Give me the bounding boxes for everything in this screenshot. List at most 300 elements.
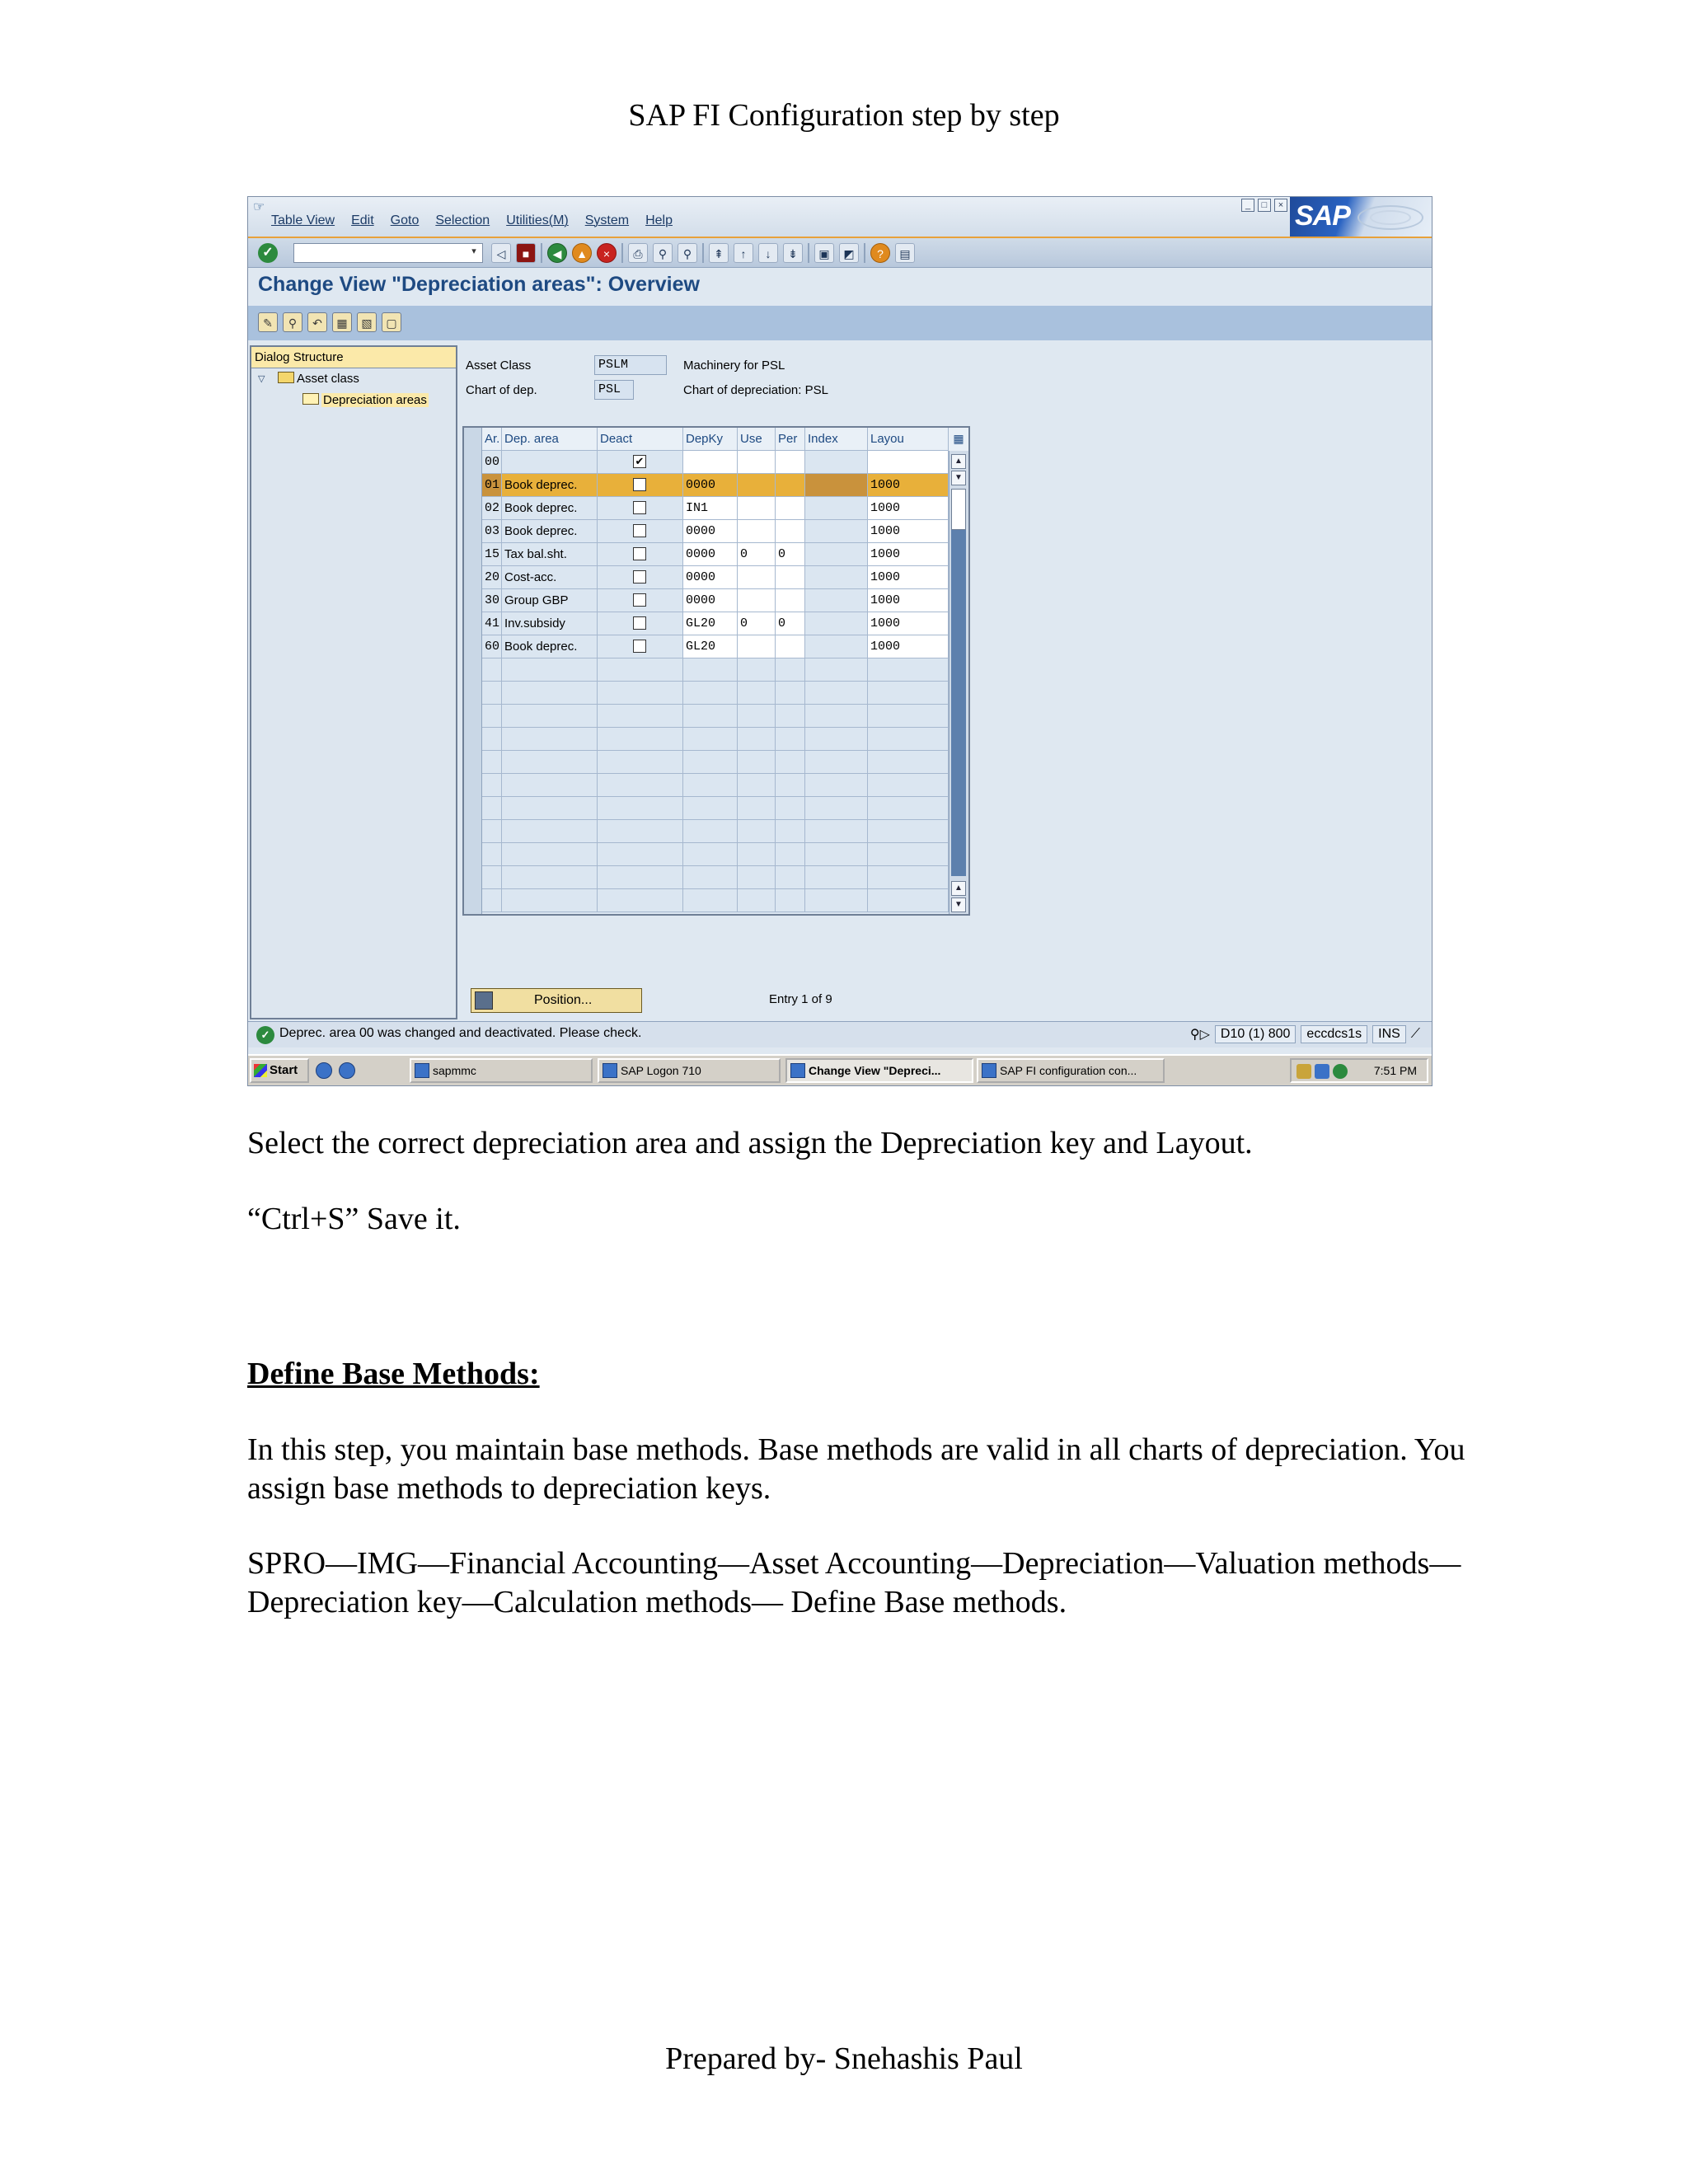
dep-area-column-cell xyxy=(502,889,598,912)
ar-column-cell xyxy=(482,705,502,728)
dep-area-column-value: Book deprec. xyxy=(504,640,578,654)
deact-column-cell[interactable] xyxy=(598,520,683,543)
deactivate-checkbox[interactable] xyxy=(633,478,646,491)
table-row[interactable] xyxy=(464,497,949,520)
deactivate-checkbox[interactable] xyxy=(633,524,646,537)
deact-column-cell[interactable] xyxy=(598,589,683,612)
depky-column-value: 0000 xyxy=(686,524,716,538)
depky-column-header[interactable]: DepKy xyxy=(683,428,738,451)
depky-column-value: 0000 xyxy=(686,478,716,492)
use-column-cell[interactable] xyxy=(738,589,776,612)
depky-column-value: 0000 xyxy=(686,593,716,607)
exit-icon[interactable]: ▲ xyxy=(572,243,592,263)
ar-column-value: 41 xyxy=(485,616,500,630)
tree-item-depreciation-areas[interactable] xyxy=(251,390,456,411)
table-row[interactable] xyxy=(464,474,949,497)
use-column-cell[interactable] xyxy=(738,520,776,543)
table-row[interactable] xyxy=(464,566,949,589)
layout-column-cell[interactable] xyxy=(868,451,949,474)
status-bar xyxy=(248,1021,1432,1047)
ar-column-value: 30 xyxy=(485,593,500,607)
page-footer: Prepared by- Snehashis Paul xyxy=(665,2041,1023,2076)
index-column-cell xyxy=(805,866,868,889)
start-button[interactable] xyxy=(250,1058,309,1083)
ar-column-cell xyxy=(482,520,502,543)
index-column-cell[interactable] xyxy=(805,612,868,635)
start-label: Start xyxy=(270,1063,298,1077)
column-settings-icon[interactable]: ▦ xyxy=(949,428,968,451)
per-column-cell xyxy=(776,866,805,889)
ar-column-cell xyxy=(482,658,502,682)
status-icon[interactable] xyxy=(1333,1064,1348,1079)
shortcut-icon[interactable]: ◩ xyxy=(839,243,859,263)
layout-column-cell xyxy=(868,728,949,751)
layout-column-cell xyxy=(868,682,949,705)
toolbar-separator xyxy=(702,243,704,263)
chart-of-dep-description: Chart of depreciation: PSL xyxy=(683,383,828,397)
dep-area-column-cell xyxy=(502,866,598,889)
table-row[interactable] xyxy=(464,612,949,635)
toolbar-separator xyxy=(864,243,865,263)
desktop-icon[interactable] xyxy=(316,1062,332,1079)
cancel-icon[interactable]: × xyxy=(597,243,617,263)
command-field[interactable] xyxy=(293,243,483,263)
task-label: sapmmc xyxy=(433,1064,476,1077)
use-column-cell[interactable] xyxy=(738,451,776,474)
empty-table-row[interactable] xyxy=(464,866,949,889)
deact-column-cell xyxy=(598,682,683,705)
per-column-cell[interactable] xyxy=(776,451,805,474)
dep-area-column-cell[interactable] xyxy=(502,474,598,497)
ar-column-cell xyxy=(482,612,502,635)
layout-column-cell xyxy=(868,774,949,797)
layout-column-cell[interactable] xyxy=(868,635,949,658)
deact-column-cell[interactable] xyxy=(598,635,683,658)
input-mode[interactable]: INS xyxy=(1372,1025,1406,1043)
per-column-cell xyxy=(776,658,805,682)
find-next-icon[interactable]: ⚲ xyxy=(678,243,697,263)
per-column-cell[interactable] xyxy=(776,543,805,566)
save-icon[interactable]: ■ xyxy=(516,243,536,263)
window-controls xyxy=(1241,199,1287,212)
dep-area-column-cell xyxy=(502,774,598,797)
dep-area-column-cell[interactable] xyxy=(502,520,598,543)
layout-column-cell xyxy=(868,658,949,682)
index-column-header[interactable]: Index xyxy=(805,428,868,451)
ar-column-cell xyxy=(482,866,502,889)
depky-column-cell xyxy=(683,682,738,705)
layout-column-cell[interactable] xyxy=(868,474,949,497)
depky-column-value: GL20 xyxy=(686,616,716,630)
application-toolbar xyxy=(248,306,1432,340)
new-session-icon[interactable]: ▣ xyxy=(814,243,834,263)
menu-item-system[interactable]: System xyxy=(584,213,630,227)
dep-area-column-cell[interactable] xyxy=(502,543,598,566)
entry-counter: Entry 1 of 9 xyxy=(769,992,832,1006)
task-label: Change View "Depreci... xyxy=(809,1064,941,1077)
deactivate-checkbox[interactable] xyxy=(633,547,646,560)
empty-table-row[interactable] xyxy=(464,728,949,751)
scroll-down-small-icon[interactable]: ▼ xyxy=(951,471,966,485)
table-row[interactable] xyxy=(464,543,949,566)
paragraph-select-area: Select the correct depreciation area and assign the Depreciation key and Layout. xyxy=(247,1126,1253,1160)
chart-of-dep-label: Chart of dep. xyxy=(466,383,537,397)
ie-icon[interactable] xyxy=(339,1062,355,1079)
find-icon[interactable]: ⚲ xyxy=(653,243,673,263)
back-icon[interactable]: ◀ xyxy=(547,243,567,263)
status-message[interactable]: Deprec. area 00 was changed and deactivated. Please check. xyxy=(279,1026,642,1040)
depky-column-cell xyxy=(683,751,738,774)
index-column-cell[interactable] xyxy=(805,474,868,497)
per-column-cell[interactable] xyxy=(776,474,805,497)
maximize-icon[interactable]: □ xyxy=(1258,199,1271,212)
depky-column-cell[interactable] xyxy=(683,451,738,474)
ar-column-value: 01 xyxy=(485,478,500,492)
dep-area-column-value: Cost-acc. xyxy=(504,570,557,584)
network-icon[interactable] xyxy=(1315,1064,1329,1079)
depky-column-cell[interactable] xyxy=(683,474,738,497)
layout-column-cell[interactable] xyxy=(868,543,949,566)
deact-column-cell xyxy=(598,658,683,682)
ar-column-value: 03 xyxy=(485,524,500,538)
help-icon[interactable]: ? xyxy=(870,243,890,263)
dep-area-column-cell xyxy=(502,682,598,705)
use-column-value: 0 xyxy=(740,547,748,561)
toolbar-separator xyxy=(541,243,542,263)
index-column-cell xyxy=(805,820,868,843)
index-column-cell xyxy=(805,682,868,705)
per-column-value: 0 xyxy=(778,616,786,630)
expand-triangle-icon[interactable]: ▽ xyxy=(258,374,265,384)
empty-table-row[interactable] xyxy=(464,843,949,866)
success-icon: ✓ xyxy=(256,1026,274,1044)
empty-table-row[interactable] xyxy=(464,705,949,728)
scroll-thumb[interactable] xyxy=(951,489,966,530)
dep-area-column-cell xyxy=(502,843,598,866)
layout-column-cell xyxy=(868,705,949,728)
depky-column-cell xyxy=(683,774,738,797)
sap-screenshot xyxy=(247,196,1432,1086)
ar-column-cell xyxy=(482,774,502,797)
use-column-cell xyxy=(738,889,776,912)
clock: 7:51 PM xyxy=(1373,1064,1417,1077)
per-column-cell[interactable] xyxy=(776,520,805,543)
use-column-cell[interactable] xyxy=(738,612,776,635)
scroll-page-down-icon[interactable]: ▼ xyxy=(951,898,966,912)
asset-class-field[interactable]: PSLM xyxy=(594,355,667,375)
dep-area-column-cell[interactable] xyxy=(502,589,598,612)
table-row[interactable] xyxy=(464,520,949,543)
ar-column-value: 60 xyxy=(485,640,500,654)
layout-column-value: 1000 xyxy=(870,478,901,492)
deact-column-cell[interactable] xyxy=(598,451,683,474)
index-column-cell[interactable] xyxy=(805,566,868,589)
use-column-cell xyxy=(738,705,776,728)
ar-column-cell xyxy=(482,635,502,658)
deact-column-cell xyxy=(598,889,683,912)
first-page-icon[interactable]: ⇞ xyxy=(709,243,729,263)
deactivate-checkbox[interactable] xyxy=(633,640,646,653)
dialog-structure-title: Dialog Structure xyxy=(251,347,456,368)
layout-column-value: 1000 xyxy=(870,524,901,538)
deact-column-cell xyxy=(598,751,683,774)
ar-column-cell xyxy=(482,682,502,705)
depky-column-value: 0000 xyxy=(686,570,716,584)
tree-item-asset-class[interactable] xyxy=(251,368,456,390)
last-page-icon[interactable]: ⇟ xyxy=(783,243,803,263)
index-column-cell[interactable] xyxy=(805,635,868,658)
per-column-cell[interactable] xyxy=(776,497,805,520)
use-column-cell xyxy=(738,774,776,797)
dep-area-column-value: Tax bal.sht. xyxy=(504,547,567,561)
layout-column-value: 1000 xyxy=(870,501,901,515)
deactivate-checkbox[interactable] xyxy=(633,570,646,583)
chart-of-dep-field[interactable]: PSL xyxy=(594,380,634,400)
depky-column-cell[interactable] xyxy=(683,612,738,635)
per-column-cell xyxy=(776,843,805,866)
deact-column-cell[interactable] xyxy=(598,497,683,520)
next-page-icon[interactable]: ↓ xyxy=(758,243,778,263)
layout-column-cell xyxy=(868,889,949,912)
ar-column-cell xyxy=(482,889,502,912)
deact-column-cell xyxy=(598,820,683,843)
ar-column-cell xyxy=(482,728,502,751)
sap-logo-text: SAP xyxy=(1295,200,1350,232)
dep-area-column-value: Book deprec. xyxy=(504,501,578,515)
depky-column-cell xyxy=(683,866,738,889)
depky-column-cell xyxy=(683,889,738,912)
sapmmc-icon xyxy=(415,1063,429,1078)
paragraph-base-methods: In this step, you maintain base methods. Base methods are valid in all charts of depreciation. You assign base methods to depreciation keys. xyxy=(247,1432,1465,1506)
system-tray xyxy=(1290,1058,1428,1083)
tray-icon[interactable] xyxy=(1296,1064,1311,1079)
use-column-cell[interactable] xyxy=(738,543,776,566)
menu-item-selection[interactable]: Selection xyxy=(435,213,490,227)
empty-table-row[interactable] xyxy=(464,889,949,912)
print-icon[interactable]: ⎙ xyxy=(628,243,648,263)
layout-menu-icon[interactable]: ▤ xyxy=(895,243,915,263)
ar-column-cell xyxy=(482,751,502,774)
dep-area-column-cell[interactable] xyxy=(502,566,598,589)
tree-item-label: Depreciation areas xyxy=(323,393,427,407)
deact-column-cell[interactable] xyxy=(598,566,683,589)
close-icon[interactable]: × xyxy=(1274,199,1287,212)
empty-table-row[interactable] xyxy=(464,774,949,797)
resize-grip-icon[interactable]: ⟋ xyxy=(1410,1027,1420,1041)
deselect-all-icon[interactable]: ▢ xyxy=(382,312,401,332)
layout-column-cell[interactable] xyxy=(868,566,949,589)
depky-column-cell[interactable] xyxy=(683,543,738,566)
menu-item-help[interactable]: Help xyxy=(645,213,673,227)
ar-column-value: 00 xyxy=(485,455,500,469)
dep-area-column-cell[interactable] xyxy=(502,451,598,474)
layout-column-cell xyxy=(868,751,949,774)
deactivate-checkbox[interactable] xyxy=(633,593,646,607)
index-column-cell[interactable] xyxy=(805,520,868,543)
ar-column-cell xyxy=(482,451,502,474)
task-label: SAP FI configuration con... xyxy=(1000,1064,1137,1077)
deact-column-cell[interactable] xyxy=(598,612,683,635)
menu-icon[interactable]: ☞ xyxy=(253,200,265,214)
index-column-cell[interactable] xyxy=(805,451,868,474)
per-column-cell xyxy=(776,705,805,728)
ar-column-cell xyxy=(482,843,502,866)
scroll-page-up-icon[interactable]: ▲ xyxy=(951,881,966,896)
per-column-cell[interactable] xyxy=(776,612,805,635)
index-column-cell[interactable] xyxy=(805,589,868,612)
menu-item-edit[interactable]: Edit xyxy=(351,213,374,227)
dep-area-column-header[interactable]: Dep. area xyxy=(502,428,598,451)
details-icon[interactable]: ⚲ xyxy=(283,312,302,332)
deact-column-cell xyxy=(598,797,683,820)
ar-column-value: 02 xyxy=(485,501,500,515)
deact-column-cell xyxy=(598,843,683,866)
depky-column-cell[interactable] xyxy=(683,589,738,612)
layout-column-cell xyxy=(868,797,949,820)
index-column-cell xyxy=(805,658,868,682)
previous-page-icon[interactable]: ↑ xyxy=(734,243,753,263)
deactivate-checkbox[interactable] xyxy=(633,501,646,514)
page-header: SAP FI Configuration step by step xyxy=(628,98,1060,133)
display-change-icon[interactable]: ✎ xyxy=(258,312,278,332)
task-sapmmc[interactable] xyxy=(410,1058,593,1083)
per-column-cell[interactable] xyxy=(776,566,805,589)
dropdown-icon[interactable]: ▾ xyxy=(471,246,476,256)
use-column-cell[interactable] xyxy=(738,566,776,589)
deactivate-checkbox[interactable]: ✔ xyxy=(633,455,646,468)
index-column-cell xyxy=(805,705,868,728)
dep-area-column-cell xyxy=(502,728,598,751)
task-change-view[interactable] xyxy=(785,1058,973,1083)
dep-area-column-cell[interactable] xyxy=(502,497,598,520)
empty-table-row[interactable] xyxy=(464,751,949,774)
depky-column-value: IN1 xyxy=(686,501,709,515)
table-row[interactable] xyxy=(464,589,949,612)
deact-column-cell[interactable] xyxy=(598,474,683,497)
task-sap-logon[interactable] xyxy=(598,1058,781,1083)
deact-column-cell xyxy=(598,774,683,797)
use-column-cell xyxy=(738,820,776,843)
deact-column-cell[interactable] xyxy=(598,543,683,566)
layout-column-cell[interactable] xyxy=(868,589,949,612)
dep-area-column-cell xyxy=(502,797,598,820)
toolbar-separator xyxy=(621,243,623,263)
back-arrow-icon[interactable]: ◁ xyxy=(491,243,511,263)
scroll-track[interactable] xyxy=(951,530,966,876)
depky-column-cell xyxy=(683,843,738,866)
menu-item-utilities-m[interactable]: Utilities(M) xyxy=(506,213,569,227)
sap-logo xyxy=(1290,197,1432,237)
layout-column-header[interactable]: Layou xyxy=(868,428,949,451)
ar-column-cell xyxy=(482,797,502,820)
toolbar-separator xyxy=(808,243,809,263)
paragraph-menu-path: SPRO—IMG—Financial Accounting—Asset Accounting—Depreciation—Valuation methods—Depreciation key—Calculation methods— Define Base methods. xyxy=(247,1546,1461,1619)
index-column-cell xyxy=(805,751,868,774)
index-column-cell[interactable] xyxy=(805,543,868,566)
system-info-icon[interactable]: ⚲▷ xyxy=(1189,1028,1210,1042)
ar-column-value: 20 xyxy=(485,570,500,584)
select-block-icon[interactable]: ▧ xyxy=(357,312,377,332)
empty-table-row[interactable] xyxy=(464,797,949,820)
empty-table-row[interactable] xyxy=(464,658,949,682)
word-icon xyxy=(982,1063,996,1078)
use-column-cell[interactable] xyxy=(738,635,776,658)
ar-column-cell xyxy=(482,497,502,520)
depky-column-cell xyxy=(683,658,738,682)
depreciation-areas-table xyxy=(462,426,970,916)
undo-icon[interactable]: ↶ xyxy=(307,312,327,332)
system-id: D10 (1) 800 xyxy=(1215,1025,1296,1043)
depky-column-value: GL20 xyxy=(686,640,716,654)
ar-column-value: 15 xyxy=(485,547,500,561)
layout-column-value: 1000 xyxy=(870,593,901,607)
use-column-header[interactable]: Use xyxy=(738,428,776,451)
per-column-cell[interactable] xyxy=(776,589,805,612)
index-column-cell xyxy=(805,774,868,797)
dep-area-column-cell xyxy=(502,658,598,682)
per-column-cell[interactable] xyxy=(776,635,805,658)
per-column-cell xyxy=(776,774,805,797)
dep-area-column-value: Inv.subsidy xyxy=(504,616,565,630)
use-column-cell xyxy=(738,682,776,705)
empty-table-row[interactable] xyxy=(464,682,949,705)
deact-column-header[interactable]: Deact xyxy=(598,428,683,451)
position-button[interactable] xyxy=(471,988,642,1013)
select-all-icon[interactable]: ▦ xyxy=(332,312,352,332)
open-folder-icon xyxy=(302,393,319,405)
layout-column-cell[interactable] xyxy=(868,612,949,635)
minimize-icon[interactable]: _ xyxy=(1241,199,1254,212)
table-row[interactable] xyxy=(464,451,949,474)
dep-area-column-cell[interactable] xyxy=(502,635,598,658)
sap-logon-icon xyxy=(603,1063,617,1078)
layout-column-cell[interactable] xyxy=(868,497,949,520)
per-column-cell xyxy=(776,728,805,751)
depky-column-cell[interactable] xyxy=(683,520,738,543)
depky-column-cell[interactable] xyxy=(683,497,738,520)
use-column-cell xyxy=(738,658,776,682)
dep-area-column-cell xyxy=(502,705,598,728)
scroll-up-icon[interactable]: ▲ xyxy=(951,454,966,469)
use-column-cell[interactable] xyxy=(738,497,776,520)
menu-item-table-view[interactable]: Table View xyxy=(271,213,335,227)
task-word-document[interactable] xyxy=(977,1058,1165,1083)
position-icon xyxy=(475,991,493,1010)
layout-column-cell xyxy=(868,820,949,843)
empty-table-row[interactable] xyxy=(464,820,949,843)
use-column-cell[interactable] xyxy=(738,474,776,497)
index-column-cell[interactable] xyxy=(805,497,868,520)
depky-column-cell[interactable] xyxy=(683,635,738,658)
enter-icon[interactable]: ✓ xyxy=(258,243,278,263)
per-column-header[interactable]: Per xyxy=(776,428,805,451)
index-column-cell xyxy=(805,889,868,912)
use-column-cell xyxy=(738,797,776,820)
layout-column-cell[interactable] xyxy=(868,520,949,543)
layout-column-cell xyxy=(868,843,949,866)
depky-column-cell xyxy=(683,820,738,843)
table-row[interactable] xyxy=(464,635,949,658)
vertical-scrollbar[interactable] xyxy=(949,451,968,914)
depky-column-cell[interactable] xyxy=(683,566,738,589)
ar-column-header[interactable]: Ar. xyxy=(482,428,502,451)
dep-area-column-cell[interactable] xyxy=(502,612,598,635)
section-heading: Define Base Methods: xyxy=(247,1357,540,1391)
use-column-cell xyxy=(738,843,776,866)
use-column-cell xyxy=(738,751,776,774)
menu-item-goto[interactable]: Goto xyxy=(390,213,420,227)
deactivate-checkbox[interactable] xyxy=(633,616,646,630)
